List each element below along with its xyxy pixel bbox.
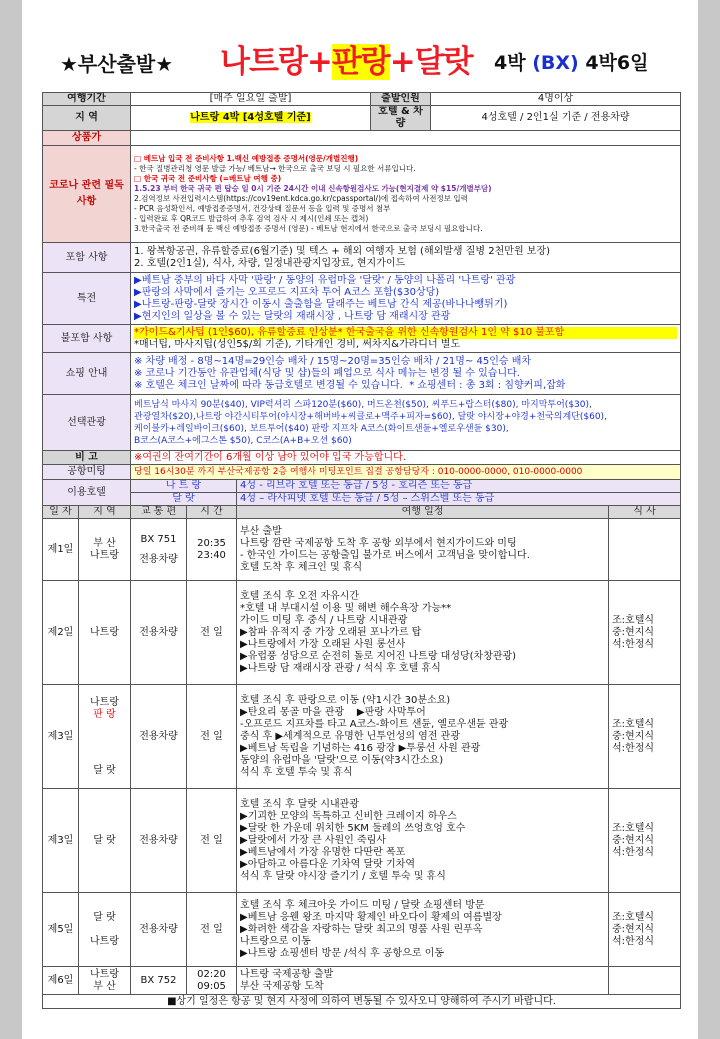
day-itinerary [237,581,609,685]
title-part-b: 판랑 [331,44,390,80]
feature-line: ▶나트랑-판랑-달랏 장시간 이동시 출출함을 달래주는 베트남 간식 제공(바나나뺑튀기) [134,298,508,310]
day-region [79,685,131,789]
meal-line: 석:한정식 [612,846,655,858]
covid-line: □ 베트남 입국 전 준비사항 1.백신 예방접종 증명서(영문/개별진행) [134,154,359,163]
include-line: 2. 호텔(2인1실), 식사, 차량, 일정내관광지입장료, 현지가이드 [134,257,406,269]
itinerary-line: 동양의 유럽마을 '달랏'으로 이동(약3시간소요) [240,754,444,766]
itinerary-line: 부산 국제공항 도착 [240,980,324,992]
day-time [187,519,237,581]
title-header [22,28,698,88]
itinerary-day-row [43,685,681,789]
itinerary-line: ▶베트남 응웬 왕조 마지막 황제인 바오다이 황제의 여름별장 [240,911,502,923]
feature-line: ▶판랑의 사막에서 즐기는 오프로드 지프차 투어 A코스 포함($30상당) [134,286,440,298]
region-line: 달 랏 [93,911,116,923]
transport-line: 전용차량 [139,553,178,565]
include-line: 1. 왕복항공권, 유류할증료(6월기준) 및 텍스 + 해외 여행자 보험 (해외발생 질병 2천만원 보장) [134,245,551,257]
meal-line: 중:현지식 [612,834,655,846]
period-label: 여행기간 [43,93,131,106]
day-number: 제3일 [43,789,79,893]
people-value: 4명이상 [431,93,681,106]
time-line: 20:35 [197,537,226,549]
hotel-option: 4성 - 리브라 호텔 또는 동급 / 5성 - 호리즌 또는 동급 [237,480,681,493]
itinerary-line: 호텔 조식 후 오전 자유시간 [240,590,359,602]
covid-line: - PCR 음성확인서, 예방접종증명서, 건강상태 질문서 등을 입력 및 증명서 첨부 [134,204,391,213]
itinerary-line: ▶베트남 독립을 기념하는 416 광장 ▶투롱선 사원 관광 [240,742,481,754]
remark-label: 비 고 [43,451,131,465]
day-time: 전 일 [187,581,237,685]
itinerary-line: ▶아담하고 아름다운 기차역 달랏 기차역 [240,858,415,870]
itinerary-line: 중식 후 ▶세계적으로 유명한 닌투언성의 염전 관광 [240,730,460,742]
tour-duration [494,48,648,75]
exclude-line: *매너팁, 마사지팁(성인5$/회 기준), 기타개인 경비, 써차지&가라디너 별도 [134,338,461,350]
covid-line: 3.한국출국 전 준비해 둔 백신 예방접종 증명서 (영문) - 베트남 현지에서 한국으로 출국 보딩시 필요합니다. [134,224,483,233]
itinerary-line: 호텔 조식 후 체크아웃 가이드 미팅 / 달랏 쇼핑센터 방문 [240,899,485,911]
itinerary-line: ▶나트랑에서 가장 오래된 사원 롱선사 [240,638,406,650]
day-itinerary [237,967,609,995]
day-meals [609,581,681,685]
day-itinerary [237,789,609,893]
itinerary-day-row [43,519,681,581]
region-line: 나트랑 [90,968,119,980]
airport-meeting-text: 당일 16시30분 까지 부산국제공항 2층 여행사 미팅포인트 집결 공항담당자 : 010-0000-0000, 010-0000-0000 [131,465,681,480]
transport-line: BX 751 [140,533,177,545]
itinerary-line: 나트랑 국제공항 출발 [240,968,334,980]
meal-line: 조:호텔식 [612,718,655,730]
meal-line: 석:한정식 [612,742,655,754]
shopping-line: ※ 호텔은 체크인 날짜에 따라 동급호텔로 변경될 수 있습니다. [134,379,403,391]
day-number: 제6일 [43,967,79,995]
itinerary-line: ▶나트랑 담 재래시장 관광 / 석식 후 호텔 휴식 [240,662,441,674]
covid-line: - 한국 질병관리청 영문 발급 가능/ 베트남→ 한국으로 출국 보딩 시 필요한 서류입니다. [134,164,416,173]
region-label: 지 역 [43,106,131,131]
region-line: 판 랑 [93,708,116,720]
itinerary-line-wrap [240,707,605,719]
tour-info-table [42,92,681,465]
itinerary-table [42,464,681,1009]
meal-line: 중:현지식 [612,730,655,742]
time-line: 02:20 [197,968,226,980]
time-line: 23:40 [197,549,226,561]
day-transport: BX 752 [131,967,187,995]
itinerary-line: 호텔 도착 후 체크인 및 휴식 [240,561,363,573]
region-line: 나트랑 [90,696,119,708]
itinerary-line: 석식 후 호텔 투숙 및 휴식 [240,766,353,778]
itinerary-line: -오프로드 지프차를 타고 A코스-화이트 샌듄, 옐로우샌듄 관광 [240,718,509,730]
itinerary-line: *호텔 내 부대시설 이용 및 해변 해수욕장 가능** [240,602,452,614]
meal-line: 석:한정식 [612,935,655,947]
day-meals [609,967,681,995]
time-line: 09:05 [197,980,226,992]
shopping-line: ※ 코로나 기간동안 유관업체(식당 및 샵)들의 폐업으로 식사 메뉴는 변경 될 수 있습니다. [134,367,520,379]
itinerary-day-row [43,789,681,893]
itinerary-day-row [43,967,681,995]
covid-line: 2.검역정보 사전입력시스템(https://cov19ent.kdca.go.kr/cpassportal/)에 접속하여 사전정보 입력 [134,194,468,203]
region-line: 나트랑 [90,935,119,947]
itinerary-line: 부산 출발 [240,525,282,537]
airline-code: (BX) [532,52,579,74]
day-region [79,893,131,967]
product-price-label: 상품가 [43,131,131,146]
itinerary-line: 가이드 미팅 후 중식 / 나트랑 시내관광 [240,614,408,626]
people-label: 출발인원 [371,93,431,106]
tour-title [220,36,473,81]
col-header-day: 일 자 [43,506,79,519]
include-label: 포함 사항 [43,243,131,273]
day-time: 전 일 [187,789,237,893]
feature-line: ▶베트남 중부의 바다 사막 '판랑' / 동양의 유럽마을 '달랏' / 동양의 나폴리 '나트랑' 관광 [134,274,516,286]
itinerary-line: 호텔 조식 후 달랏 시내관광 [240,798,359,810]
itinerary-line: - 한국인 가이드는 공항출입 불가로 버스에서 고객님을 맞이합니다. [240,549,530,561]
optional-tour-items [131,395,681,451]
optional-line: 관광열차($20),나트랑 야간시티투어(야시장+해버바+씨클로+맥주+피자=$60), 달랏 야시장+야경+천국의계단($60), [134,411,607,422]
itinerary-line: ▶유럽풍 성당으로 순전히 돌로 지어진 나트랑 대성당(차창관광) [240,650,517,662]
duration-text: 4박6일 [585,52,649,74]
itinerary-line: ▶나트랑 쇼핑센터 방문 /석식 후 공항으로 이동 [240,947,445,959]
feature-items [131,273,681,325]
shopping-line: ※ 차량 배정 - 8명~14명=29인승 배차 / 15명~20명=35인승 배차 / 21명~ 45인승 배차 [134,355,532,367]
hotel-vehicle-label: 호텔 & 차량 [371,106,431,131]
exclude-items [131,325,681,353]
region-line: 나트랑 [90,549,119,561]
day-number: 제1일 [43,519,79,581]
itinerary-footer-notice: ■상기 일정은 항공 및 현지 사정에 의하여 변동될 수 있사오니 양해하여 주시기 바랍니다. [43,995,681,1009]
exclude-label: 불포함 사항 [43,325,131,353]
day-itinerary [237,893,609,967]
optional-line: 케이블카+레일바이크($60), 보트투어($40) 판랑 지프차 A코스(화이트샌듄+옐로우샌듄 $30), [134,423,509,434]
covid-notice [131,146,681,243]
region-line: 나트랑 [90,626,119,638]
document-page [22,0,698,1039]
itinerary-line: 석식 후 달랏 야시장 즐기기 / 호텔 투숙 및 휴식 [240,870,446,882]
col-header-time: 시 간 [187,506,237,519]
day-number: 제5일 [43,893,79,967]
feature-line: ▶현지인의 일상을 볼 수 있는 달랏의 재래시장 , 나트랑 담 재래시장 관광 [134,310,451,322]
shopping-center-count: * 쇼핑센터 : 총 3회 : 침향커피,잡화 [409,379,566,391]
day-region [79,519,131,581]
optional-tour-label: 선택관광 [43,395,131,451]
day-number: 제3일 [43,685,79,789]
itinerary-line: ▶달랏에서 가장 큰 사원인 죽림사 [240,834,387,846]
itinerary-line: ▶참파 유적지 중 가장 오래된 포나가르 탑 [240,626,422,638]
covid-line: □ 한국 귀국 전 준비사항 (=베트남 여행 중) [134,174,282,183]
covid-line: - 입력완료 후 QR코드 발급하여 추후 검역 검사 시 제시(인쇄 또는 캡쳐) [134,214,369,223]
meal-line: 중:현지식 [612,923,655,935]
day-region [79,967,131,995]
day-meals [609,685,681,789]
title-part-a: 나트랑+ [220,44,332,80]
exclude-line: *가이드&기사팁 (1인$60), 유류할증료 인상분* 한국출국을 위한 신속항원검사 1인 약 $10 불포함 [134,327,677,339]
meal-line: 조:호텔식 [612,911,655,923]
day-time [187,967,237,995]
region-value: 나트랑 4박 [4성호텔 기준] [190,112,311,123]
day-region [79,581,131,685]
itinerary-line: ▶기괴한 모양의 독특하고 신비한 크레이지 하우스 [240,810,457,822]
day-meals [609,893,681,967]
meal-line: 중:현지식 [612,626,655,638]
region-line: 달 랏 [93,764,116,776]
col-header-region: 지 역 [79,506,131,519]
col-header-transport: 교 통 편 [131,506,187,519]
day-transport: 전용차량 [131,789,187,893]
itinerary-day-row [43,893,681,967]
itinerary-line: ▶판랑 사막투어 [356,706,426,718]
itinerary-line: 나트랑 깜란 국제공항 도착 후 공항 외부에서 현지가이드와 미팅 [240,537,517,549]
shopping-items [131,353,681,395]
period-value: [매주 일요일 출발] [131,93,371,106]
remark-text: ※여권의 잔여기간이 6개월 이상 남아 있어야 입국 가능합니다. [131,451,681,465]
hotel-city: 달 랏 [131,493,237,506]
day-time: 전 일 [187,893,237,967]
include-items [131,243,681,273]
hotel-label: 이용호텔 [43,480,131,506]
covid-line: 1.5.23 부터 한국 귀국 편 탑승 일 0시 기준 24시간 이내 신속항원검사도 가능(현지결제 약 $15/개별부담) [134,184,492,193]
region-value-cell [131,106,371,131]
meal-line: 조:호텔식 [612,822,655,834]
day-meals [609,789,681,893]
itinerary-line: ▶화려한 색감을 자랑하는 달랏 최고의 명품 사원 린푸옥 [240,923,483,935]
day-meals [609,519,681,581]
day-number: 제2일 [43,581,79,685]
day-region [79,789,131,893]
day-itinerary [237,685,609,789]
day-transport: 전용차량 [131,685,187,789]
region-line: 달 랏 [93,834,116,846]
region-line: 부 산 [93,980,116,992]
itinerary-line: 나트랑으로 이동 [240,935,311,947]
day-time: 전 일 [187,685,237,789]
feature-label: 특전 [43,273,131,325]
meal-line: 석:한정식 [612,638,655,650]
itinerary-line: 호텔 조식 후 판랑으로 이동 (약1시간 30분소요) [240,694,451,706]
col-header-itinerary: 여행 일정 [237,506,609,519]
itinerary-line: ▶베트남에서 가장 유명한 다딴란 폭포 [240,846,406,858]
day-transport: 전용차량 [131,893,187,967]
day-transport [131,519,187,581]
hotel-city: 나 트 랑 [131,480,237,493]
hotel-option: 4성 – 라사피넷 호텔 또는 동급 / 5성 – 스위스벨 또는 동급 [237,493,681,506]
optional-line: 베트남식 마사지 90분($40), VIP럭셔리 스파120분($60), 머드온천($50), 씨푸드+랍스터($80), 마지막투어($30), [134,399,592,410]
region-line: 부 산 [93,537,116,549]
product-price-value [131,131,681,146]
airport-meeting-label: 공항미팅 [43,465,131,480]
shopping-label: 쇼핑 안내 [43,353,131,395]
covid-label: 코로나 관련 필독사항 [43,146,131,243]
title-part-c: +달랏 [389,44,473,80]
day-itinerary [237,519,609,581]
itinerary-day-row [43,581,681,685]
hotel-vehicle-value: 4성호텔 / 2인1실 기준 / 전용차량 [431,106,681,131]
shopping-line-wrap [134,380,677,392]
nights-text: 4박 [494,52,526,74]
departure-prefix: ★부산출발★ [60,52,174,76]
day-transport: 전용차량 [131,581,187,685]
col-header-meal: 식 사 [609,506,681,519]
itinerary-line: ▶달랏 한 가운데 위치한 5KM 둘레의 쓰엉흐엉 호수 [240,822,466,834]
itinerary-line: ▶탄요리 몽골 마을 관광 [240,706,345,718]
meal-line: 조:호텔식 [612,614,655,626]
optional-line: B코스(A코스+에그스톤 $50), C코스(A+B+오션 $60) [134,435,352,446]
